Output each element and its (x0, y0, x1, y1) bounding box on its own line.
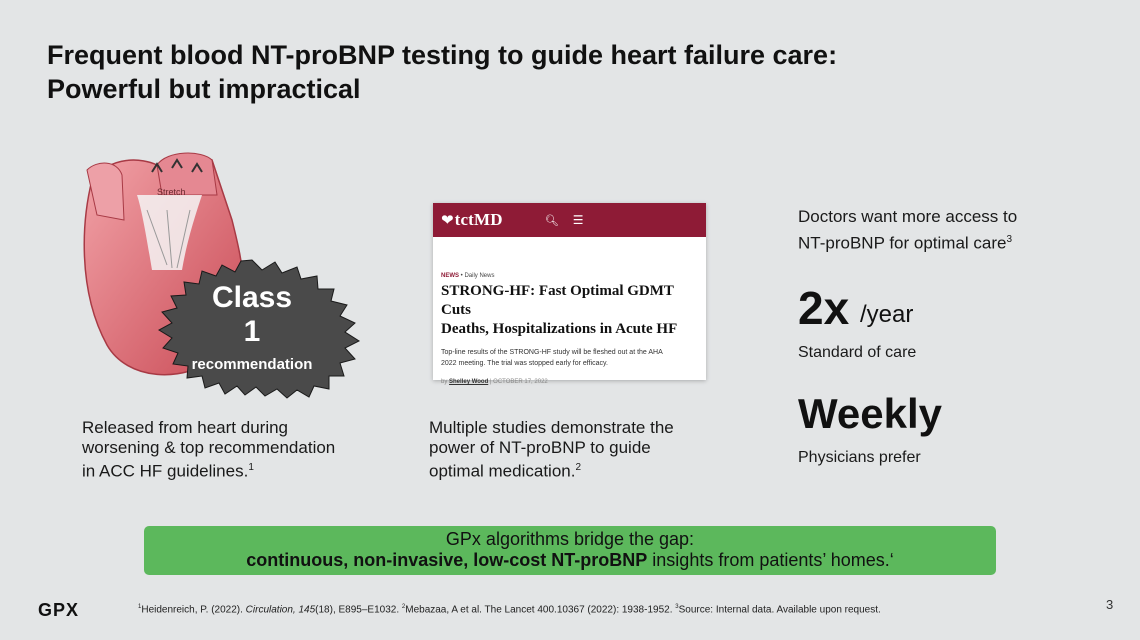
search-icon[interactable]: 🔍︎ (544, 214, 559, 227)
badge-recommendation-label: recommendation (191, 356, 313, 373)
article-card[interactable] (433, 203, 706, 385)
slide-title-line1: Frequent blood NT-proBNP testing to guide heart failure care: (47, 40, 838, 70)
ref3-sup: 3 (675, 604, 679, 610)
article-date: OCTOBER 17, 2022 (493, 379, 548, 385)
article-author[interactable]: Shelley Wood (449, 379, 489, 385)
stat-standard-value: 2x (798, 282, 850, 334)
stats-title-line1: Doctors want more access to (798, 207, 1018, 226)
ref1-sup: 1 (138, 604, 142, 610)
ref2-sup: 2 (401, 604, 406, 610)
middle-text-line2: power of NT-proBNP to guide (429, 438, 651, 457)
article-subcategory[interactable]: Daily News (464, 273, 495, 279)
ref1-journal: Circulation, 145 (245, 604, 316, 616)
stat-standard-label: Standard of care (798, 344, 917, 361)
footnotes (138, 604, 881, 615)
banner-line2-bold: continuous, non-invasive, low-cost NT-proBNP (246, 550, 648, 570)
article-byline: by Shelley Wood | OCTOBER 17, 2022 (441, 379, 548, 385)
gpx-banner (144, 526, 996, 575)
banner-line1: GPx algorithms bridge the gap: (445, 529, 695, 549)
headline-line1: STRONG-HF: Fast Optimal GDMT Cuts (441, 283, 674, 318)
byline-prefix: by (441, 379, 448, 385)
stats-title-line2: NT-proBNP for optimal care (798, 233, 1007, 253)
headline-line2: Deaths, Hospitalizations in Acute HF (441, 321, 678, 337)
summary-line2: 2022 meeting. The trial was stopped early for efficacy. (441, 360, 608, 367)
ref1-text: Heidenreich, P. (2022). (141, 604, 246, 616)
article-header (433, 203, 706, 237)
middle-footnote-ref: 2 (575, 462, 582, 473)
left-footnote-ref: 1 (248, 462, 254, 473)
stat-preferred-label: Physicians prefer (798, 449, 921, 466)
gpx-logo: GPX (38, 600, 80, 620)
stat-standard-unit: /year (860, 301, 914, 328)
page-number: 3 (1106, 597, 1114, 612)
tctmd-logo-icon: ❤ (441, 212, 454, 229)
left-column-text (82, 418, 402, 482)
article-category[interactable]: NEWS (441, 273, 459, 279)
slide-title (47, 38, 1007, 106)
summary-line1: Top-line results of the STRONG-HF study will be fleshed out at the AHA (441, 349, 663, 356)
class-1-badge (137, 258, 367, 398)
banner-line2 (144, 550, 996, 571)
left-text-line2: worsening & top recommendation (82, 438, 336, 457)
stats-footnote-ref: 3 (1006, 234, 1013, 245)
middle-text-line1: Multiple studies demonstrate the (429, 418, 674, 437)
middle-column-text (429, 418, 749, 482)
article-brand: tctMD (454, 210, 503, 229)
ref2-text: Mebazaa, A et al. The Lancet 400.10367 (2022): 1938-1952. (405, 604, 676, 616)
badge-class-number: 1 (243, 315, 261, 348)
stat-preferred-value: Weekly (798, 390, 942, 437)
middle-text-line3: optimal medication. (429, 461, 576, 481)
article-summary (441, 347, 698, 369)
article-headline[interactable] (441, 282, 698, 339)
banner-line2-rest: insights from patients’ homes.‘ (647, 550, 894, 570)
ref3-text: Source: Internal data. Available upon request. (678, 604, 881, 616)
slide-title-line2: Powerful but impractical (47, 74, 361, 104)
left-text-line3: in ACC HF guidelines. (82, 461, 249, 481)
stretch-label: Stretch (157, 187, 186, 197)
badge-class-label: Class (211, 281, 293, 314)
article-meta: NEWS • Daily News (441, 273, 495, 279)
menu-icon[interactable]: ☰ (572, 213, 584, 227)
left-text-line1: Released from heart during (82, 418, 289, 437)
stats-title (798, 205, 1118, 255)
ref1-text-b: (18), E895–E1032. (315, 604, 402, 616)
